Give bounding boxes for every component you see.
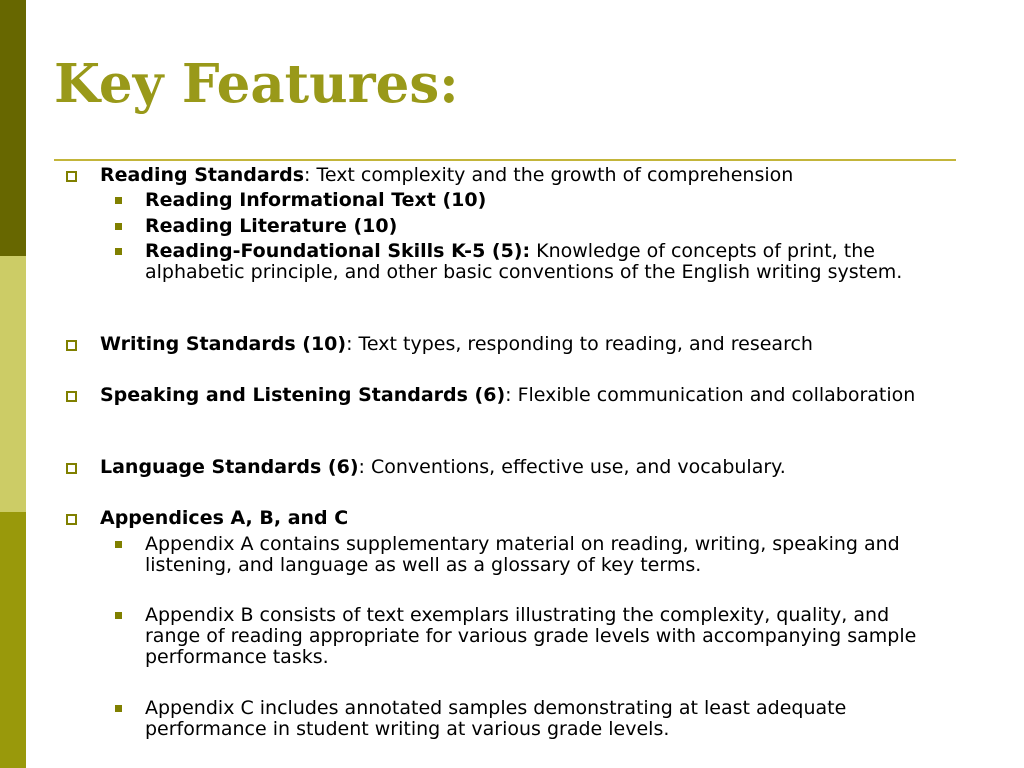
bullet-heading: Speaking and Listening Standards (6): [100, 384, 506, 406]
sub-bullet-appendix-c: [145, 698, 950, 740]
bullet-reading-standards: [100, 165, 950, 186]
filled-square-icon: [115, 705, 122, 712]
bullet-heading: Reading Standards: [100, 164, 305, 186]
sub-bullet-heading: Reading Informational Text (10): [145, 189, 487, 211]
hollow-square-icon: [66, 391, 77, 402]
hollow-square-icon: [66, 171, 77, 182]
bullet-text: : Flexible communication and collaboration: [505, 384, 916, 406]
filled-square-icon: [115, 223, 122, 230]
sub-bullet-reading-literature: [145, 216, 950, 237]
sub-bullet-text: Appendix C includes annotated samples demonstrating at least adequate performance in student writing at various grade levels.: [145, 697, 847, 740]
bullet-text: : Text complexity and the growth of comprehension: [304, 164, 794, 186]
bullet-writing-standards: [100, 334, 950, 355]
sub-bullet-text: Knowledge of concepts of print, the alphabetic principle, and other basic conventions of the English writing system.: [145, 240, 903, 283]
bullet-heading: Language Standards (6): [100, 456, 359, 478]
sub-bullet-heading: Reading-Foundational Skills K-5 (5):: [145, 240, 531, 262]
bullet-appendices: [100, 508, 950, 529]
sub-bullet-text: Appendix A contains supplementary material on reading, writing, speaking and listening, and language as well as a glossary of key terms.: [145, 533, 900, 576]
bullet-heading: Appendices A, B, and C: [100, 507, 349, 529]
bullet-heading: Writing Standards (10): [100, 333, 347, 355]
slide-title: Key Features:: [54, 53, 459, 115]
filled-square-icon: [115, 612, 122, 619]
bullet-language-standards: [100, 457, 950, 478]
sub-bullet-appendix-a: [145, 534, 950, 576]
hollow-square-icon: [66, 340, 77, 351]
filled-square-icon: [115, 248, 122, 255]
bullet-speaking-listening-standards: [100, 385, 950, 406]
bullet-text: : Conventions, effective use, and vocabulary.: [358, 456, 786, 478]
filled-square-icon: [115, 541, 122, 548]
bullet-text: : Text types, responding to reading, and research: [346, 333, 813, 355]
filled-square-icon: [115, 197, 122, 204]
sub-bullet-reading-foundational: [145, 241, 950, 283]
sub-bullet-text: Appendix B consists of text exemplars illustrating the complexity, quality, and range of reading appropriate for various grade levels with accompanying sample performance tasks.: [145, 604, 917, 668]
sub-bullet-heading: Reading Literature (10): [145, 215, 398, 237]
sub-bullet-appendix-b: [145, 605, 950, 668]
sub-bullet-reading-informational: [145, 190, 950, 211]
hollow-square-icon: [66, 463, 77, 474]
hollow-square-icon: [66, 514, 77, 525]
